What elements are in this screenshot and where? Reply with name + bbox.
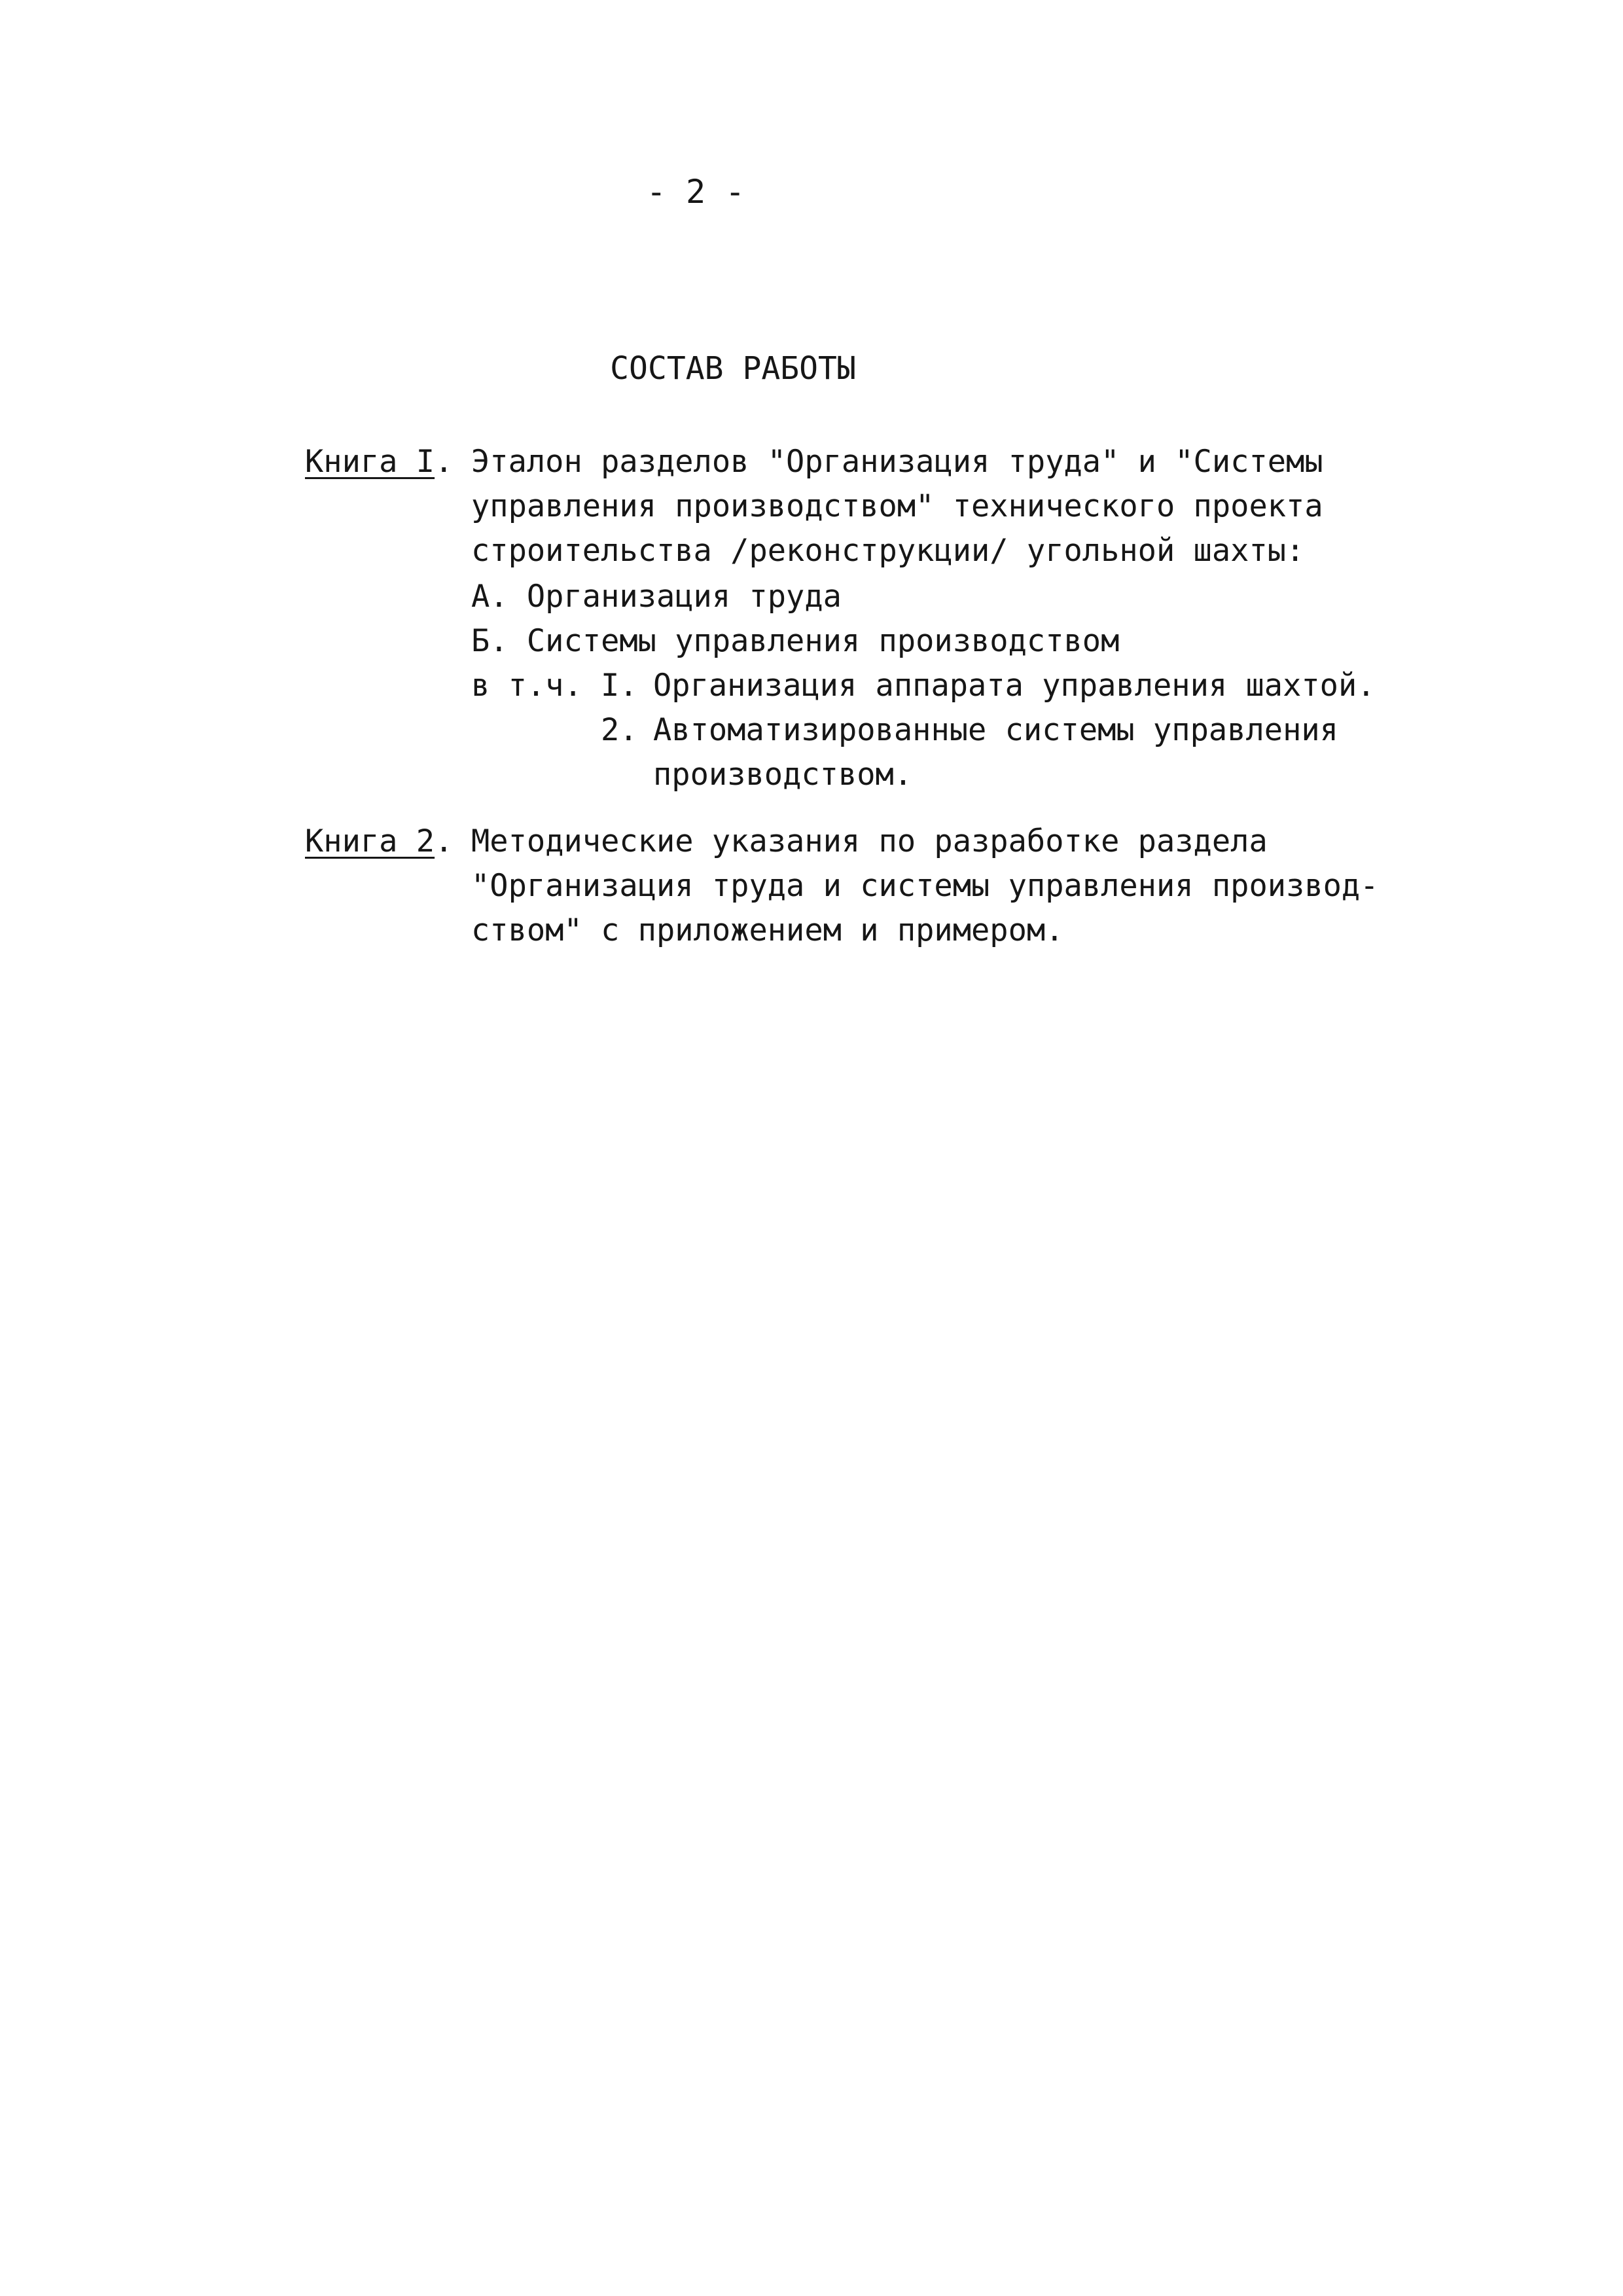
book-1-label-text: Книга I bbox=[305, 444, 435, 480]
book-2-line-3: ством" с приложением и примером. bbox=[471, 912, 1064, 948]
book-2-line-2: "Организация труда и системы управления производ- bbox=[471, 868, 1379, 904]
book-1-description bbox=[471, 440, 1466, 797]
book-1-label-suffix: . bbox=[435, 444, 454, 480]
book-1-label bbox=[305, 440, 453, 484]
subitem-1-text: Организация аппарата управления шахтой. bbox=[653, 668, 1376, 704]
book-2-description bbox=[471, 819, 1466, 953]
document-title: СОСТАВ РАБОТЫ bbox=[610, 350, 856, 387]
page-number: - 2 - bbox=[646, 173, 745, 211]
book-1-item-a: А. Организация труда bbox=[471, 579, 842, 615]
book-2-label bbox=[305, 819, 453, 864]
subitem-1-marker: I. bbox=[601, 668, 638, 704]
book-1-line-2: управления производством" технического проекта bbox=[471, 488, 1323, 524]
book-1-item-b: Б. Системы управления производством bbox=[471, 623, 1120, 659]
subitem-2-text-line-1: Автоматизированные системы управления bbox=[653, 712, 1338, 748]
book-1-line-1: Эталон разделов "Организация труда" и "Системы bbox=[471, 444, 1323, 480]
book-1-subitem-1 bbox=[471, 664, 1466, 708]
book-2-line-1: Методические указания по разработке раздела bbox=[471, 823, 1268, 859]
book-2-label-suffix: . bbox=[435, 823, 454, 859]
subitem-2-text-line-2: производством. bbox=[653, 757, 913, 793]
subitem-2-marker: 2. bbox=[601, 712, 638, 748]
book-1-subitem-2 bbox=[471, 708, 1466, 753]
book-1-line-3: строительства /реконструкции/ угольной шахты: bbox=[471, 533, 1305, 569]
subitems-prefix: в т.ч. bbox=[471, 668, 582, 704]
book-2-label-text: Книга 2 bbox=[305, 823, 435, 859]
